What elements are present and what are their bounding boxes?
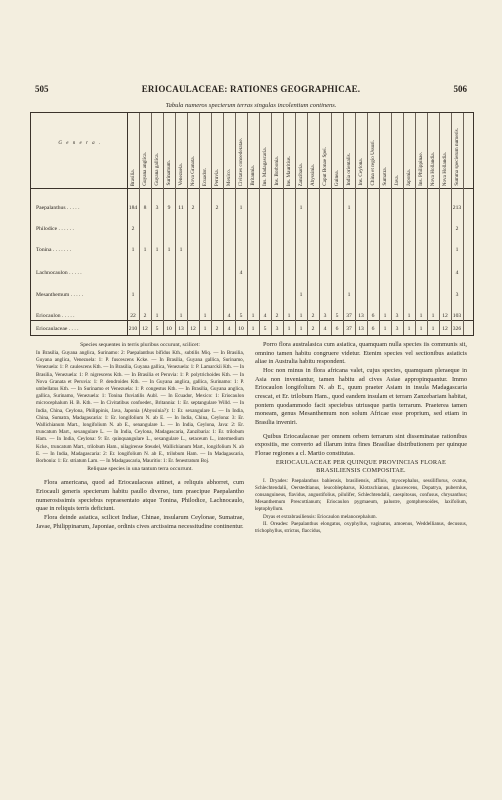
- column-header: [187, 116, 199, 186]
- table-cell: 5: [155, 326, 159, 332]
- column-header-label: Nova Hollandia.: [442, 151, 448, 186]
- table-cell: 2: [215, 205, 219, 211]
- table-cell: 3: [395, 313, 399, 319]
- table-cell: 12: [190, 326, 196, 332]
- column-header: [163, 116, 175, 186]
- row-total: 4: [455, 270, 459, 276]
- column-header: [367, 116, 379, 186]
- table-cell: 1: [347, 292, 351, 298]
- running-header: [35, 84, 467, 98]
- table-cell: 22: [130, 313, 136, 319]
- table-cell: 1: [179, 247, 183, 253]
- column-header: [151, 116, 163, 186]
- table-cell: 4: [263, 313, 267, 319]
- table-cell: 1: [131, 247, 135, 253]
- table-cell: 1: [431, 326, 435, 332]
- column-header-label: Ins. Mauritius.: [286, 155, 292, 186]
- section-title: ERIOCAULACEAE PER QUINQUE PROVINCIAS FLORAE BRASILIENSIS COMPOSITAE.: [275, 458, 447, 475]
- column-header-label: Guyana anglica.: [142, 152, 148, 186]
- running-title: ERIOCAULACEAE: RATIONES GEOGRAPHICAE.: [141, 84, 361, 94]
- table-cell: 10: [166, 326, 172, 332]
- table-cell: 12: [442, 313, 448, 319]
- column-header: [403, 116, 415, 186]
- right-column: [255, 341, 467, 535]
- table-cell: 2: [311, 326, 315, 332]
- table-cell: 1: [407, 326, 411, 332]
- paragraph-australasica: Porro flora australasica cum asiatica, quamquam nulla species iis communis sit, omnino tamen habitu congruere videtur. Etenim species vel sectionibus asiaticis aliae in Australia habitu respondent.: [255, 341, 467, 366]
- table-cell: 1: [407, 313, 411, 319]
- table-cell: 1: [299, 326, 303, 332]
- genus-name: Lachnocaulon . . . . .: [36, 270, 82, 276]
- column-header: [283, 116, 295, 186]
- species-intro: Species sequentes in terris pluribus occurunt, scilicet:: [80, 342, 200, 348]
- table-cell: 2: [131, 226, 135, 232]
- table-cell: 1: [251, 313, 255, 319]
- column-header-label: Ins. Borbonia.: [274, 156, 280, 186]
- column-header-label: Nova Hollandia.: [430, 151, 436, 186]
- table-cell: 4: [227, 326, 231, 332]
- column-header-label: India orientalis.: [346, 153, 352, 186]
- table-cell: 210: [128, 326, 138, 332]
- column-header-label: Nova Granata.: [190, 155, 196, 186]
- column-header-label: Abyssinia.: [310, 163, 316, 186]
- table-cell: 1: [419, 326, 423, 332]
- column-header: [415, 116, 427, 186]
- column-header-label: Brasilia.: [130, 168, 136, 186]
- column-header-label: Java.: [394, 175, 400, 186]
- table-cell: 1: [155, 313, 159, 319]
- column-header-label: Guyana gallica.: [154, 153, 160, 186]
- table-cell: 4: [227, 313, 231, 319]
- table-cell: 13: [358, 326, 364, 332]
- column-header-label: Caput Bonae Spei.: [322, 147, 328, 186]
- column-header: [211, 116, 223, 186]
- table-cell: 1: [383, 326, 387, 332]
- column-header-label: Zanzibaria.: [298, 162, 304, 186]
- column-header: [451, 116, 463, 186]
- table-cell: 9: [167, 205, 171, 211]
- column-header: [307, 116, 319, 186]
- row-total: 3: [455, 292, 459, 298]
- section-oreades: II. Oreades: Paepalanthus elongatus, oxyphyllus, vaginatus, amoenus, Weddellianus, decussus, trichophyllus, strictus, flaccidus,: [255, 520, 467, 534]
- table-cell: 5: [239, 313, 243, 319]
- left-column: [36, 341, 244, 531]
- table-cell: 1: [251, 326, 255, 332]
- row-total: 213: [452, 205, 462, 211]
- table-cell: 6: [371, 326, 375, 332]
- table-cell: 37: [346, 313, 352, 319]
- table-cell: 13: [178, 326, 184, 332]
- column-header: [391, 116, 403, 186]
- table-cell: 5: [335, 313, 339, 319]
- column-header-label: Ins. Ceylona.: [358, 158, 364, 186]
- column-header: [127, 116, 139, 186]
- genus-name: Paepalanthus . . . . .: [36, 205, 80, 211]
- column-header: [331, 116, 343, 186]
- table-cell: 12: [442, 326, 448, 332]
- genera-column-header: G e n e r a .: [58, 141, 102, 146]
- table-cell: 1: [239, 205, 243, 211]
- table-column-rule: [463, 113, 464, 335]
- table-cell: 1: [347, 205, 351, 211]
- column-header: [427, 116, 439, 186]
- table-cell: 5: [263, 326, 267, 332]
- section-dryades: I. Dryades: Paepalanthus bahiensis, brasiliensis, affinis, myocephalus, sessiliflorus, ovatus, Schlechtendalii, Oerstedtianus, leucoblepharus, Klotzschianus, glaucescens, Dopatrya, pubernlus, consanguineus, flavidus, angustifolius, pilulifer, Schlechtendalii, caespitosus, confusus, chrysanthus; Mesanthemum Prescottianum; Eriocaulon pygmaeum, palustre, gomphrenoides, laxifolium, leptophyllum.: [255, 477, 467, 513]
- column-header: [223, 116, 235, 186]
- column-header: [175, 116, 187, 186]
- table-cell: 1: [203, 326, 207, 332]
- genus-name: Philodice . . . . . .: [36, 226, 74, 232]
- table-cell: 37: [346, 326, 352, 332]
- table-cell: 1: [155, 247, 159, 253]
- column-header-label: Venezuela.: [178, 163, 184, 186]
- table-cell: 3: [275, 326, 279, 332]
- column-header-label: Summa specierum numeris.: [454, 128, 460, 186]
- page-number-right: 506: [453, 84, 467, 94]
- column-header-label: China et regio Ussuri.: [370, 140, 376, 186]
- row-total: 326: [452, 326, 462, 332]
- table-cell: 184: [128, 205, 138, 211]
- genus-name: Mesanthemum . . . . .: [36, 292, 84, 298]
- column-header-label: Japonia.: [406, 168, 412, 186]
- column-header: [199, 116, 211, 186]
- column-header-label: Ins. Philippinae.: [418, 152, 424, 186]
- column-header: [139, 116, 151, 186]
- table-header-rule: [31, 188, 473, 189]
- table-summary-rule: [31, 320, 473, 321]
- species-distribution-table: [30, 112, 474, 336]
- column-header-label: Civitates conoederatae.: [238, 137, 244, 186]
- column-header: [439, 116, 451, 186]
- table-cell: 6: [371, 313, 375, 319]
- table-cell: 1: [299, 292, 303, 298]
- table-cell: 1: [299, 313, 303, 319]
- column-header: [319, 116, 331, 186]
- page-number-left: 505: [35, 84, 49, 94]
- paragraph-africana: Hoc non minus in flora africana valet, cujus species, quamquam pleraeque in Asia non inveniantur, tamen habitu ad cives Asiae appropinquantur. Immo Eriocaulon longifolium N. ab E., quum praeter Asiam in insula Madagascaria crescat, et Er. trilobum Ham., quod eandem insulam et terram Zanzebariam habitat, pontem quodammodo facit speciebus utriusque partis terrarum. Praeterea tamen moneam, genus Mesanthemum non solum Africae esse proprium, sed etiam in Brasilia inveniri.: [255, 366, 467, 426]
- species-list: In Brasilia, Guyana anglica, Surinamo: 2: Paepalanthus bifidus Kth., subtilis Miq. — In Brasilia, Guyana anglica, Venezuela: 1: P. fuscescens Kcke. — In Brasilia, Guyana gallica, Surinamo, Venezuela: 1: P. caulescens Kth. — In Brasilia, Guyana gallica, Venezuela: 1: P. Lamarckii Kth. — In Brasilia, Venezuela: 1: P. nigrescens Kth. — In Brasilia et Peruvia: 1: P. polytrichoides Kth. — In Nova Granata et Peruvia: 1: P. dendroides Kth. — In Guyana anglica, gallica, Surinamo: 1: P. umbellatus Kth. — In Surinamo et Venezuela: 1: P. congestus Kth. — In Brasilia, Guyana anglica, gallica, Surinamo, Venezuela: 1: Tonina fluviatilis Aubl. — In Ecuador, Mexico: 1: Eriocaulon microcephalum H. B. Kth. — In Civitatibus confoeder., Britannia: 1: Er. septangulare Willd. — In India, China, Ceylona, Philippinis, Java, Japonia (Abyssinia?): 1: Er. sexangulare L. — In India, China, Sumatra, Madagascaria: 1: Er. longifolium N. ab E. — In India, China, Ceylona: 3: Er. Wallichianum Mart., longifolium N. ab E., senangulare L. — In India, Ceylona, Java: 2: Er. truncatum Mart., sexangulare L. — In India, Ceylona, Madagascaria, Zanzibaria: 1: Er. trilobum Ham. — In India, Ceylona: 9: Er. quinquangulare L., sexangulare L., setaceum L., intermedium Kcke., truncatum Mart., trilobum Ham., nilagirense Steudel, Wallichianum Mart., longifolium N. ab E. — In India, Madagascaria: 2: Er. longifolium N. ab E., trilobum Ham. — In Madagascaria, Borbonia: 1: Er. striatum Lam. — In Madagascaria, Mauritio: 1: Er. fenestratum Boj.: [36, 350, 244, 465]
- species-outro: Reliquae species in una tantum terra occurrunt.: [87, 466, 193, 473]
- table-cell: 10: [238, 326, 244, 332]
- column-header-label: Ecuador.: [202, 167, 208, 186]
- column-header-label: Surinamum.: [166, 160, 172, 186]
- table-cell: 3: [395, 326, 399, 332]
- table-cell: 1: [167, 247, 171, 253]
- table-cell: 6: [335, 326, 339, 332]
- table-cell: 4: [239, 270, 243, 276]
- table-cell: 1: [287, 326, 291, 332]
- table-cell: 1: [419, 313, 423, 319]
- table-cell: 2: [215, 326, 219, 332]
- table-cell: 1: [383, 313, 387, 319]
- row-total: 103: [452, 313, 462, 319]
- paragraph-asiatica: Flora deinde asiatica, scilicet Indiae, Chinae, insularum Ceylonae, Sumatrae, Javae, Philippinarum, Japoniae, ordinis cives arctissima necessitudine continentur.: [36, 513, 244, 530]
- table-cell: 2: [275, 313, 279, 319]
- column-header-label: Peruvia.: [214, 168, 220, 186]
- column-header-label: Guinea.: [334, 169, 340, 186]
- table-cell: 1: [287, 313, 291, 319]
- table-cell: 3: [323, 313, 327, 319]
- column-header: [271, 116, 283, 186]
- paragraph-transition: Quibus Eriocaulaceae per omnem orbem terrarum sint disseminatae rationibus expositis, me converto ad illarum intra fines Brasiliae distributionem per quinque Florae regiones a cl. Martio constitutas.: [255, 432, 467, 457]
- column-header-label: Ins. Madagascaria.: [262, 146, 268, 186]
- section-dryades-extra: Dryas et extrabrasiliensis: Eriocaulon melanocephalum.: [263, 513, 377, 520]
- table-cell: 3: [155, 205, 159, 211]
- column-header: [379, 116, 391, 186]
- row-total: 1: [455, 247, 459, 253]
- table-cell: 1: [143, 247, 147, 253]
- table-cell: 2: [143, 313, 147, 319]
- row-total: 2: [455, 226, 459, 232]
- table-cell: 2: [191, 205, 195, 211]
- table-cell: 1: [203, 313, 207, 319]
- column-header-label: Sumatra.: [382, 167, 388, 186]
- table-caption: Tabula numeros specierum terras singulas incolentium continens.: [165, 102, 337, 109]
- paragraph-americana: Flora americana, quod ad Eriocaulaceas attinet, a reliquis abhorret, cum Eriocauli generis specierum habitu paullo diverso, tum praecipue Paepalantho numerosissimis speciebus repraesentato atque Tonina, Philodice, Lachnocaulo, quae in reliquis terris deficiunt.: [36, 479, 244, 513]
- column-header: [355, 116, 367, 186]
- column-header: [235, 116, 247, 186]
- table-cell: 4: [323, 326, 327, 332]
- table-cell: 1: [131, 292, 135, 298]
- table-cell: 11: [178, 205, 184, 211]
- genus-name: Tonina . . . . . . .: [36, 247, 72, 253]
- genus-name: Eriocaulon . . . . .: [36, 313, 75, 319]
- table-cell: 1: [431, 313, 435, 319]
- table-cell: 1: [179, 313, 183, 319]
- column-header: [259, 116, 271, 186]
- table-cell: 1: [299, 205, 303, 211]
- column-header: [343, 116, 355, 186]
- column-header: [295, 116, 307, 186]
- table-cell: 13: [358, 313, 364, 319]
- column-header-label: Mexico.: [226, 168, 232, 186]
- genus-name: Eriocaulaceae . . . .: [36, 326, 79, 332]
- table-cell: 12: [142, 326, 148, 332]
- column-header: [247, 116, 259, 186]
- column-header-label: Britannia.: [250, 165, 256, 186]
- table-cell: 8: [143, 205, 147, 211]
- table-cell: 2: [311, 313, 315, 319]
